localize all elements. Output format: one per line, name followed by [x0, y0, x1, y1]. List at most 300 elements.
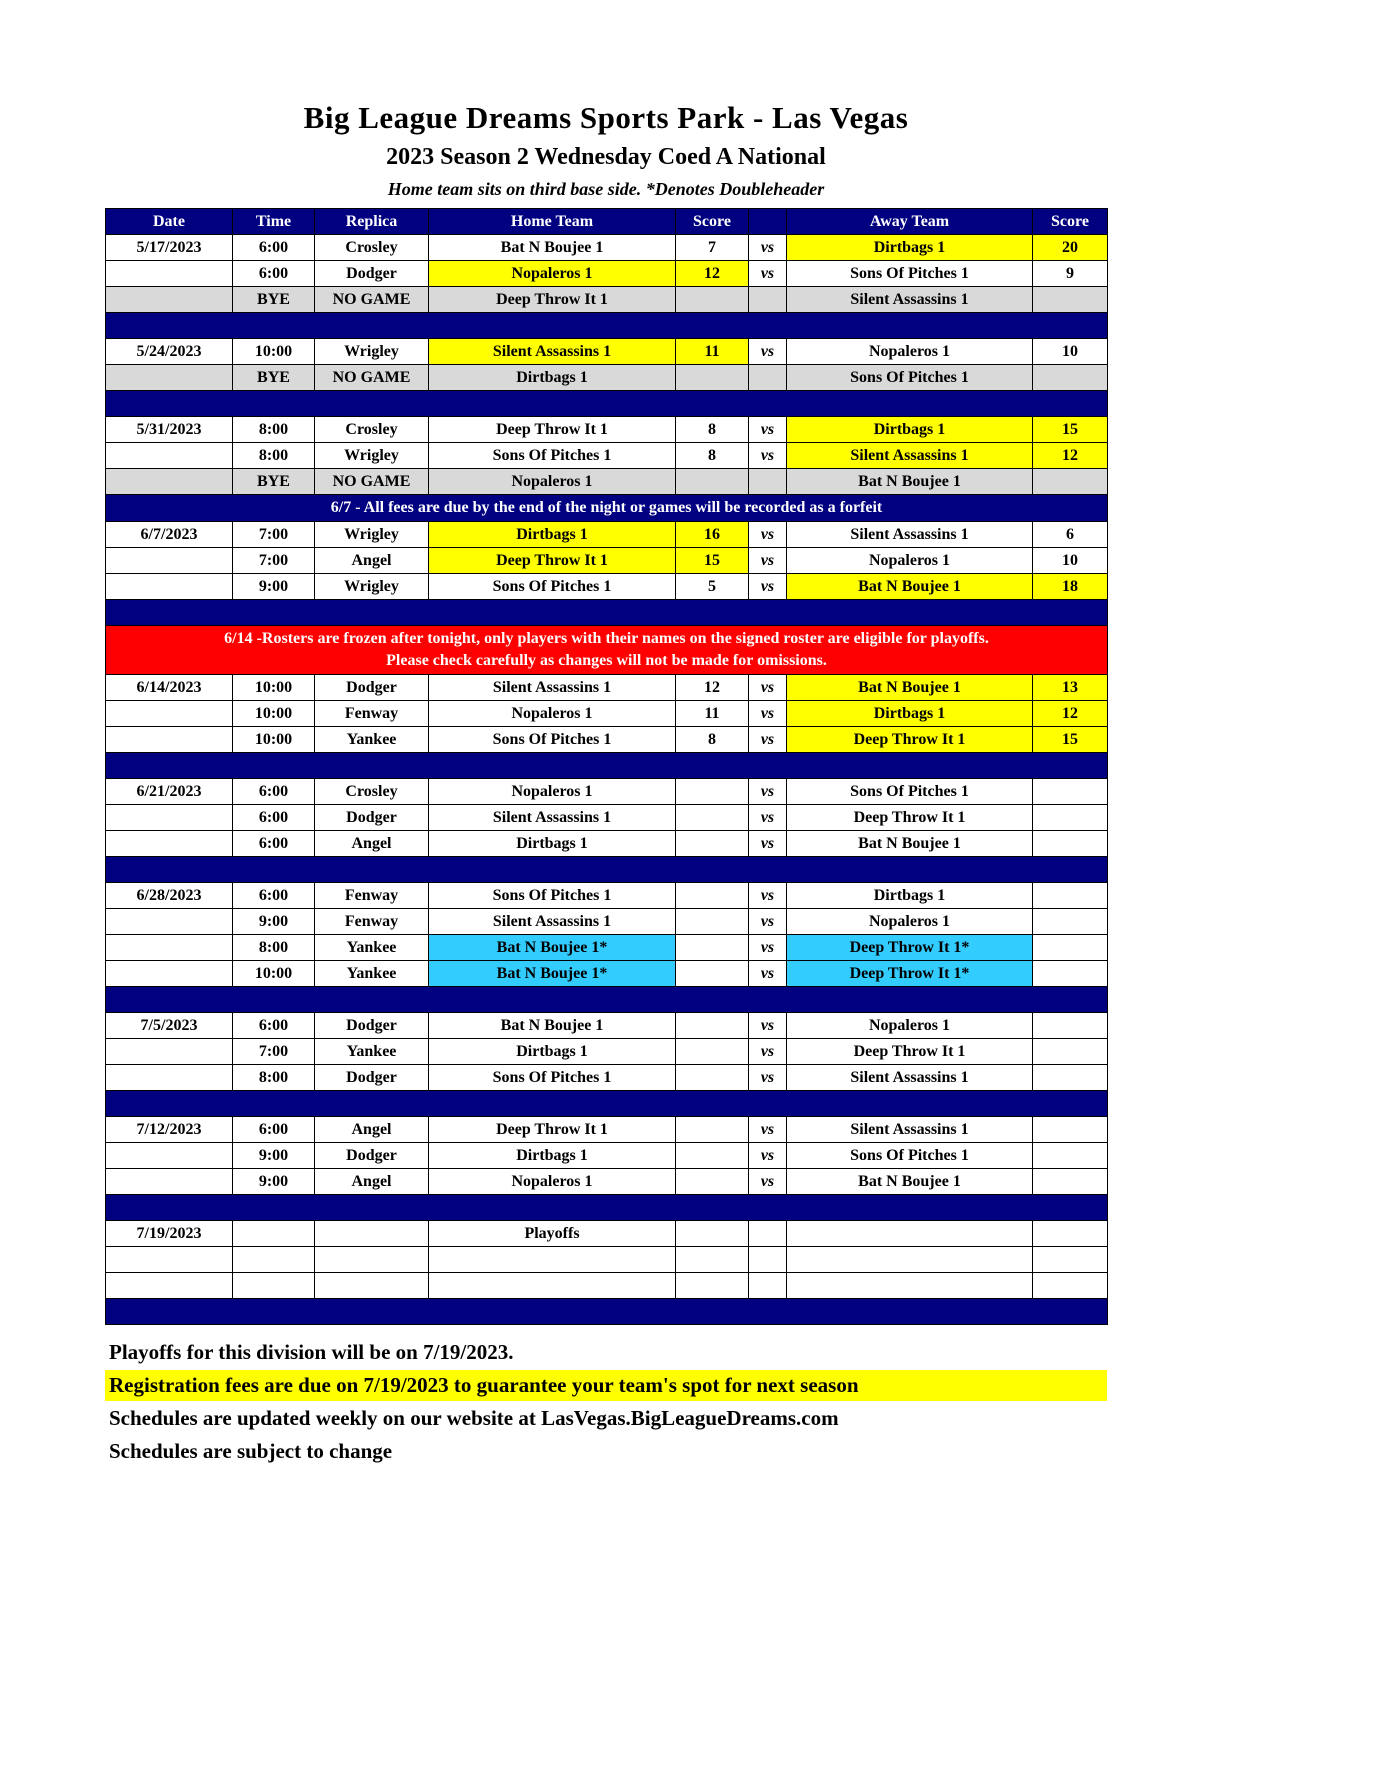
date-cell: 5/24/2023: [106, 339, 233, 365]
replica-cell: Angel: [315, 1169, 429, 1195]
replica-cell: Angel: [315, 1117, 429, 1143]
vs-cell: vs: [749, 779, 787, 805]
home-score-cell: [676, 1143, 749, 1169]
footer-registration-notice: Registration fees are due on 7/19/2023 to guarantee your team's spot for next season: [105, 1370, 1107, 1401]
date-cell: 6/28/2023: [106, 883, 233, 909]
home-score-cell: 15: [676, 548, 749, 574]
separator-row: [106, 987, 1108, 1013]
header-cell: Away Team: [787, 209, 1033, 235]
time-cell: 9:00: [233, 909, 315, 935]
vs-cell: vs: [749, 727, 787, 753]
vs-cell: [749, 287, 787, 313]
vs-cell: vs: [749, 701, 787, 727]
empty-cell: [106, 1273, 233, 1299]
separator-row: [106, 1299, 1108, 1325]
home-score-cell: [676, 1169, 749, 1195]
away-team-cell: Deep Throw It 1: [787, 1039, 1033, 1065]
page-subtitle: 2023 Season 2 Wednesday Coed A National: [386, 144, 826, 170]
time-cell: 7:00: [233, 548, 315, 574]
away-score-cell: [1033, 287, 1108, 313]
announcement-cell: [106, 495, 1108, 522]
game-row: [106, 417, 1108, 443]
time-cell: 7:00: [233, 1039, 315, 1065]
game-row: [106, 235, 1108, 261]
replica-cell: Yankee: [315, 727, 429, 753]
home-team-cell: Playoffs: [429, 1221, 676, 1247]
time-cell: 7:00: [233, 522, 315, 548]
vs-cell: vs: [749, 522, 787, 548]
vs-cell: vs: [749, 548, 787, 574]
vs-cell: vs: [749, 1117, 787, 1143]
date-cell: [106, 831, 233, 857]
away-score-cell: [1033, 883, 1108, 909]
vs-cell: vs: [749, 574, 787, 600]
replica-cell: Dodger: [315, 261, 429, 287]
game-row: [106, 574, 1108, 600]
away-team-cell: Sons Of Pitches 1: [787, 365, 1033, 391]
separator-row: [106, 1091, 1108, 1117]
date-cell: [106, 1065, 233, 1091]
home-team-cell: Deep Throw It 1: [429, 287, 676, 313]
date-cell: [106, 701, 233, 727]
time-cell: 10:00: [233, 675, 315, 701]
separator-cell: [106, 753, 1108, 779]
home-score-cell: [676, 1065, 749, 1091]
announcement-cell: [106, 626, 1108, 675]
vs-cell: vs: [749, 1013, 787, 1039]
game-row: [106, 935, 1108, 961]
time-cell: 6:00: [233, 235, 315, 261]
away-score-cell: [1033, 1143, 1108, 1169]
empty-cell: [1033, 1273, 1108, 1299]
home-score-cell: [676, 779, 749, 805]
header-cell: Home Team: [429, 209, 676, 235]
time-cell: 8:00: [233, 417, 315, 443]
schedule-table: [105, 208, 1108, 1325]
date-cell: [106, 574, 233, 600]
date-cell: [106, 365, 233, 391]
vs-cell: vs: [749, 1169, 787, 1195]
home-score-cell: [676, 909, 749, 935]
away-score-cell: 10: [1033, 548, 1108, 574]
date-cell: 6/14/2023: [106, 675, 233, 701]
time-cell: [233, 1221, 315, 1247]
home-team-cell: Silent Assassins 1: [429, 339, 676, 365]
home-team-cell: Dirtbags 1: [429, 1039, 676, 1065]
replica-cell: Dodger: [315, 675, 429, 701]
away-score-cell: [1033, 805, 1108, 831]
replica-cell: Dodger: [315, 805, 429, 831]
away-team-cell: Nopaleros 1: [787, 1013, 1033, 1039]
separator-row: [106, 1195, 1108, 1221]
replica-cell: Dodger: [315, 1013, 429, 1039]
home-score-cell: [676, 935, 749, 961]
away-team-cell: Deep Throw It 1: [787, 727, 1033, 753]
away-score-cell: [1033, 365, 1108, 391]
vs-cell: vs: [749, 235, 787, 261]
home-team-cell: Deep Throw It 1: [429, 548, 676, 574]
replica-cell: Yankee: [315, 961, 429, 987]
announcement-line: Please check carefully as changes will not be made for omissions.: [386, 652, 827, 669]
bye-row: [106, 469, 1108, 495]
time-cell: 6:00: [233, 883, 315, 909]
vs-cell: vs: [749, 1065, 787, 1091]
away-score-cell: 6: [1033, 522, 1108, 548]
separator-row: [106, 313, 1108, 339]
date-cell: 5/17/2023: [106, 235, 233, 261]
date-cell: [106, 961, 233, 987]
away-score-cell: [1033, 469, 1108, 495]
separator-cell: [106, 857, 1108, 883]
away-team-cell: Deep Throw It 1*: [787, 961, 1033, 987]
away-score-cell: 15: [1033, 727, 1108, 753]
away-team-cell: Dirtbags 1: [787, 883, 1033, 909]
separator-cell: [106, 1299, 1108, 1325]
empty-cell: [429, 1247, 676, 1273]
header-cell: Date: [106, 209, 233, 235]
home-team-cell: Dirtbags 1: [429, 522, 676, 548]
time-cell: 6:00: [233, 1117, 315, 1143]
away-team-cell: Silent Assassins 1: [787, 1117, 1033, 1143]
home-team-cell: Sons Of Pitches 1: [429, 883, 676, 909]
separator-cell: [106, 987, 1108, 1013]
time-cell: 8:00: [233, 1065, 315, 1091]
home-team-cell: Sons Of Pitches 1: [429, 574, 676, 600]
separator-cell: [106, 1091, 1108, 1117]
header-cell: Score: [1033, 209, 1108, 235]
empty-cell: [787, 1247, 1033, 1273]
home-score-cell: 8: [676, 727, 749, 753]
home-team-cell: Sons Of Pitches 1: [429, 727, 676, 753]
replica-cell: Crosley: [315, 235, 429, 261]
time-cell: BYE: [233, 365, 315, 391]
separator-row: [106, 753, 1108, 779]
footer-note: Schedules are subject to change: [109, 1439, 393, 1463]
game-row: [106, 805, 1108, 831]
separator-row: [106, 857, 1108, 883]
time-cell: 10:00: [233, 339, 315, 365]
game-row: [106, 1117, 1108, 1143]
away-score-cell: 20: [1033, 235, 1108, 261]
vs-cell: vs: [749, 805, 787, 831]
empty-cell: [676, 1273, 749, 1299]
time-cell: 8:00: [233, 935, 315, 961]
away-team-cell: Dirtbags 1: [787, 235, 1033, 261]
footer-note: Playoffs for this division will be on 7/19/2023.: [109, 1340, 514, 1364]
home-score-cell: 7: [676, 235, 749, 261]
empty-cell: [749, 1273, 787, 1299]
home-team-cell: Deep Throw It 1: [429, 1117, 676, 1143]
home-score-cell: [676, 1221, 749, 1247]
date-cell: 7/5/2023: [106, 1013, 233, 1039]
home-score-cell: 11: [676, 339, 749, 365]
replica-cell: Crosley: [315, 417, 429, 443]
header-cell: [749, 209, 787, 235]
away-team-cell: Bat N Boujee 1: [787, 574, 1033, 600]
home-team-cell: Deep Throw It 1: [429, 417, 676, 443]
game-row: [106, 522, 1108, 548]
vs-cell: vs: [749, 1039, 787, 1065]
home-score-cell: [676, 365, 749, 391]
date-cell: 7/12/2023: [106, 1117, 233, 1143]
empty-cell: [749, 1247, 787, 1273]
vs-cell: vs: [749, 935, 787, 961]
table-header-row: [106, 209, 1108, 235]
away-score-cell: 18: [1033, 574, 1108, 600]
separator-cell: [106, 391, 1108, 417]
away-team-cell: Silent Assassins 1: [787, 1065, 1033, 1091]
away-score-cell: 12: [1033, 701, 1108, 727]
away-team-cell: Dirtbags 1: [787, 417, 1033, 443]
empty-cell: [787, 1273, 1033, 1299]
game-row: [106, 443, 1108, 469]
time-cell: 9:00: [233, 1143, 315, 1169]
date-cell: [106, 443, 233, 469]
time-cell: 6:00: [233, 831, 315, 857]
home-team-cell: Bat N Boujee 1*: [429, 935, 676, 961]
game-row: [106, 339, 1108, 365]
date-cell: 6/21/2023: [106, 779, 233, 805]
away-score-cell: [1033, 1065, 1108, 1091]
home-team-cell: Silent Assassins 1: [429, 909, 676, 935]
date-cell: [106, 1169, 233, 1195]
replica-cell: Yankee: [315, 1039, 429, 1065]
home-team-cell: Dirtbags 1: [429, 1143, 676, 1169]
away-team-cell: Bat N Boujee 1: [787, 1169, 1033, 1195]
vs-cell: vs: [749, 909, 787, 935]
vs-cell: [749, 365, 787, 391]
home-team-cell: Silent Assassins 1: [429, 805, 676, 831]
game-row: [106, 675, 1108, 701]
replica-cell: Wrigley: [315, 443, 429, 469]
away-score-cell: [1033, 1013, 1108, 1039]
away-team-cell: Nopaleros 1: [787, 339, 1033, 365]
home-score-cell: [676, 1117, 749, 1143]
home-score-cell: [676, 961, 749, 987]
away-score-cell: [1033, 1221, 1108, 1247]
vs-cell: [749, 1221, 787, 1247]
empty-cell: [233, 1247, 315, 1273]
away-team-cell: Dirtbags 1: [787, 701, 1033, 727]
home-score-cell: 8: [676, 417, 749, 443]
vs-cell: vs: [749, 417, 787, 443]
time-cell: BYE: [233, 469, 315, 495]
home-team-cell: Sons Of Pitches 1: [429, 1065, 676, 1091]
away-score-cell: 10: [1033, 339, 1108, 365]
away-score-cell: [1033, 1169, 1108, 1195]
empty-cell: [676, 1247, 749, 1273]
vs-cell: [749, 469, 787, 495]
time-cell: 9:00: [233, 574, 315, 600]
empty-cell: [429, 1273, 676, 1299]
home-team-cell: Nopaleros 1: [429, 779, 676, 805]
empty-row: [106, 1273, 1108, 1299]
home-score-cell: 12: [676, 261, 749, 287]
vs-cell: vs: [749, 443, 787, 469]
time-cell: 10:00: [233, 727, 315, 753]
away-score-cell: 15: [1033, 417, 1108, 443]
home-score-cell: [676, 1013, 749, 1039]
away-team-cell: Nopaleros 1: [787, 909, 1033, 935]
game-row: [106, 548, 1108, 574]
date-cell: [106, 727, 233, 753]
footer-note: Schedules are updated weekly on our website at LasVegas.BigLeagueDreams.com: [109, 1406, 839, 1430]
away-score-cell: [1033, 961, 1108, 987]
vs-cell: vs: [749, 883, 787, 909]
game-row: [106, 727, 1108, 753]
vs-cell: vs: [749, 261, 787, 287]
date-cell: [106, 1039, 233, 1065]
away-team-cell: Sons Of Pitches 1: [787, 779, 1033, 805]
home-team-cell: Silent Assassins 1: [429, 675, 676, 701]
game-row: [106, 1039, 1108, 1065]
table-body: [106, 235, 1108, 1325]
time-cell: 10:00: [233, 961, 315, 987]
separator-row: [106, 391, 1108, 417]
announcement-row: [106, 626, 1108, 675]
announcement-row: [106, 495, 1108, 522]
announcement-line: 6/14 -Rosters are frozen after tonight, only players with their names on the signed roster are eligible for playoffs.: [224, 630, 989, 647]
home-score-cell: 16: [676, 522, 749, 548]
home-team-cell: Nopaleros 1: [429, 701, 676, 727]
schedule-document: [105, 100, 1107, 1469]
away-team-cell: [787, 1221, 1033, 1247]
game-row: [106, 1143, 1108, 1169]
replica-cell: Wrigley: [315, 522, 429, 548]
replica-cell: Dodger: [315, 1143, 429, 1169]
replica-cell: NO GAME: [315, 469, 429, 495]
date-cell: 7/19/2023: [106, 1221, 233, 1247]
away-team-cell: Deep Throw It 1: [787, 805, 1033, 831]
empty-cell: [233, 1273, 315, 1299]
game-row: [106, 1221, 1108, 1247]
game-row: [106, 831, 1108, 857]
header-cell: Time: [233, 209, 315, 235]
home-score-cell: 12: [676, 675, 749, 701]
separator-cell: [106, 600, 1108, 626]
away-team-cell: Deep Throw It 1*: [787, 935, 1033, 961]
away-team-cell: Sons Of Pitches 1: [787, 1143, 1033, 1169]
replica-cell: Yankee: [315, 935, 429, 961]
away-score-cell: [1033, 1117, 1108, 1143]
game-row: [106, 1065, 1108, 1091]
separator-cell: [106, 1195, 1108, 1221]
empty-cell: [315, 1273, 429, 1299]
page-title: Big League Dreams Sports Park - Las Vegas: [303, 100, 909, 135]
home-team-cell: Bat N Boujee 1*: [429, 961, 676, 987]
game-row: [106, 1169, 1108, 1195]
away-score-cell: [1033, 935, 1108, 961]
separator-cell: [106, 313, 1108, 339]
home-team-cell: Nopaleros 1: [429, 261, 676, 287]
empty-cell: [1033, 1247, 1108, 1273]
home-team-cell: Dirtbags 1: [429, 365, 676, 391]
away-team-cell: Silent Assassins 1: [787, 287, 1033, 313]
page-note: Home team sits on third base side. *Denotes Doubleheader: [387, 179, 825, 199]
replica-cell: Fenway: [315, 701, 429, 727]
empty-cell: [315, 1247, 429, 1273]
home-score-cell: [676, 805, 749, 831]
game-row: [106, 1013, 1108, 1039]
replica-cell: Fenway: [315, 883, 429, 909]
replica-cell: NO GAME: [315, 287, 429, 313]
time-cell: 6:00: [233, 1013, 315, 1039]
replica-cell: Wrigley: [315, 339, 429, 365]
away-team-cell: Bat N Boujee 1: [787, 831, 1033, 857]
home-score-cell: [676, 1039, 749, 1065]
replica-cell: Dodger: [315, 1065, 429, 1091]
away-team-cell: Silent Assassins 1: [787, 443, 1033, 469]
time-cell: 6:00: [233, 779, 315, 805]
game-row: [106, 909, 1108, 935]
separator-row: [106, 600, 1108, 626]
time-cell: 8:00: [233, 443, 315, 469]
home-team-cell: Bat N Boujee 1: [429, 1013, 676, 1039]
home-score-cell: [676, 883, 749, 909]
replica-cell: [315, 1221, 429, 1247]
time-cell: BYE: [233, 287, 315, 313]
vs-cell: vs: [749, 339, 787, 365]
date-cell: [106, 287, 233, 313]
game-row: [106, 883, 1108, 909]
home-team-cell: Nopaleros 1: [429, 1169, 676, 1195]
home-score-cell: 11: [676, 701, 749, 727]
away-score-cell: [1033, 909, 1108, 935]
date-cell: [106, 1143, 233, 1169]
away-score-cell: 12: [1033, 443, 1108, 469]
home-team-cell: Bat N Boujee 1: [429, 235, 676, 261]
replica-cell: NO GAME: [315, 365, 429, 391]
empty-row: [106, 1247, 1108, 1273]
away-score-cell: 13: [1033, 675, 1108, 701]
replica-cell: Fenway: [315, 909, 429, 935]
date-cell: [106, 469, 233, 495]
away-team-cell: Nopaleros 1: [787, 548, 1033, 574]
footer: [105, 1337, 1107, 1467]
date-cell: 5/31/2023: [106, 417, 233, 443]
replica-cell: Angel: [315, 548, 429, 574]
home-score-cell: 8: [676, 443, 749, 469]
game-row: [106, 779, 1108, 805]
vs-cell: vs: [749, 961, 787, 987]
game-row: [106, 261, 1108, 287]
vs-cell: vs: [749, 1143, 787, 1169]
game-row: [106, 701, 1108, 727]
bye-row: [106, 287, 1108, 313]
away-score-cell: [1033, 831, 1108, 857]
home-team-cell: Sons Of Pitches 1: [429, 443, 676, 469]
away-team-cell: Silent Assassins 1: [787, 522, 1033, 548]
home-team-cell: Nopaleros 1: [429, 469, 676, 495]
away-score-cell: 9: [1033, 261, 1108, 287]
away-team-cell: Sons Of Pitches 1: [787, 261, 1033, 287]
away-team-cell: Bat N Boujee 1: [787, 675, 1033, 701]
empty-cell: [106, 1247, 233, 1273]
header-cell: Score: [676, 209, 749, 235]
home-score-cell: [676, 831, 749, 857]
date-cell: [106, 805, 233, 831]
time-cell: 6:00: [233, 261, 315, 287]
replica-cell: Crosley: [315, 779, 429, 805]
date-cell: [106, 935, 233, 961]
away-score-cell: [1033, 779, 1108, 805]
replica-cell: Angel: [315, 831, 429, 857]
replica-cell: Wrigley: [315, 574, 429, 600]
time-cell: 10:00: [233, 701, 315, 727]
date-cell: [106, 909, 233, 935]
header-cell: Replica: [315, 209, 429, 235]
home-score-cell: [676, 469, 749, 495]
